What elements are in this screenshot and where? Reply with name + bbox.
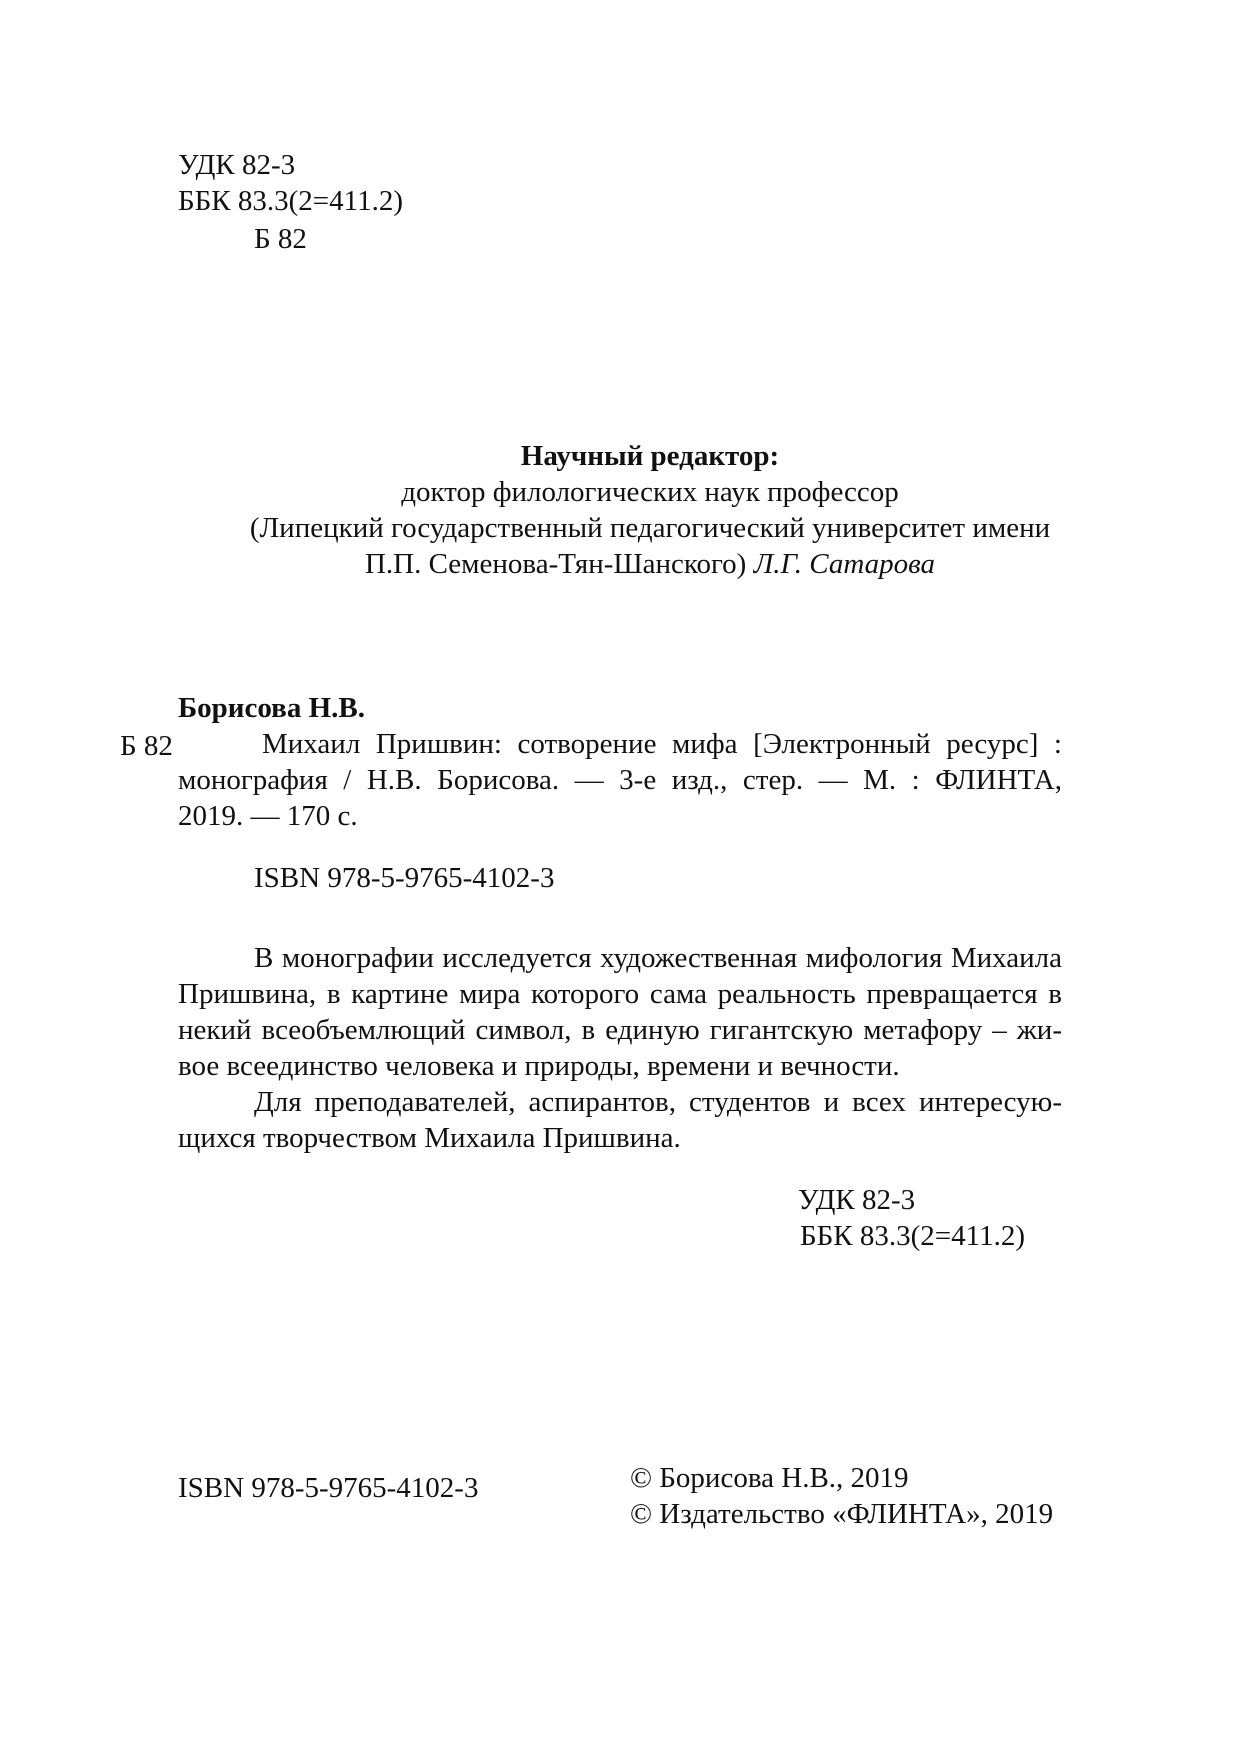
bib-isbn: ISBN 978-5-9765-4102-3 (254, 862, 555, 894)
editor-line-3 (240, 546, 1060, 582)
footer-bbk: ББК 83.3(2=411.2) (800, 1220, 1025, 1252)
bottom-isbn: ISBN 978-5-9765-4102-3 (178, 1472, 479, 1504)
bib-description-line: Михаил Пришвин: сотворение мифа [Электронный ресурс] : (262, 728, 1062, 760)
bib-description-line: монография / Н.В. Борисова. — 3-е изд., стер. — М. : ФЛИНТА, (178, 764, 1062, 796)
editor-line-1: доктор филологических наук профессор (401, 476, 899, 508)
bib-mark: Б 82 (120, 730, 173, 762)
header-author-mark: Б 82 (254, 223, 307, 255)
abstract-line: щихся творчеством Михаила Пришвина. (178, 1122, 681, 1154)
abstract-line: вое всеединство человека и природы, времени и вечности. (178, 1050, 900, 1082)
editor-heading: Научный редактор: (520, 440, 780, 472)
bib-author: Борисова Н.В. (178, 692, 365, 724)
header-bbk: ББК 83.3(2=411.2) (178, 185, 403, 217)
editor-line-2: (Липецкий государственный педагогический университет имени (249, 512, 1051, 544)
editor-block (240, 438, 1060, 582)
editor-line-3-prefix: П.П. Семенова-Тян-Шанского) (364, 548, 754, 580)
bib-description-line: 2019. — 170 с. (178, 800, 358, 832)
editor-name: Л.Г. Сатарова (753, 548, 936, 580)
abstract-line: Для преподавателей, аспирантов, студентов и всех интересую- (254, 1086, 1062, 1118)
footer-udk: УДК 82-3 (798, 1184, 916, 1216)
copyright-publisher: © Издательство «ФЛИНТА», 2019 (630, 1498, 1054, 1530)
copyright-author: © Борисова Н.В., 2019 (630, 1462, 909, 1494)
abstract-line: Пришвина, в картине мира которого сама реальность превращается в (178, 978, 1062, 1010)
header-udk: УДК 82-3 (178, 149, 296, 181)
abstract-line: В монографии исследуется художественная мифология Михаила (254, 942, 1062, 974)
abstract-line: некий всеобъемлющий символ, в единую гигантскую метафору – жи- (178, 1014, 1062, 1046)
